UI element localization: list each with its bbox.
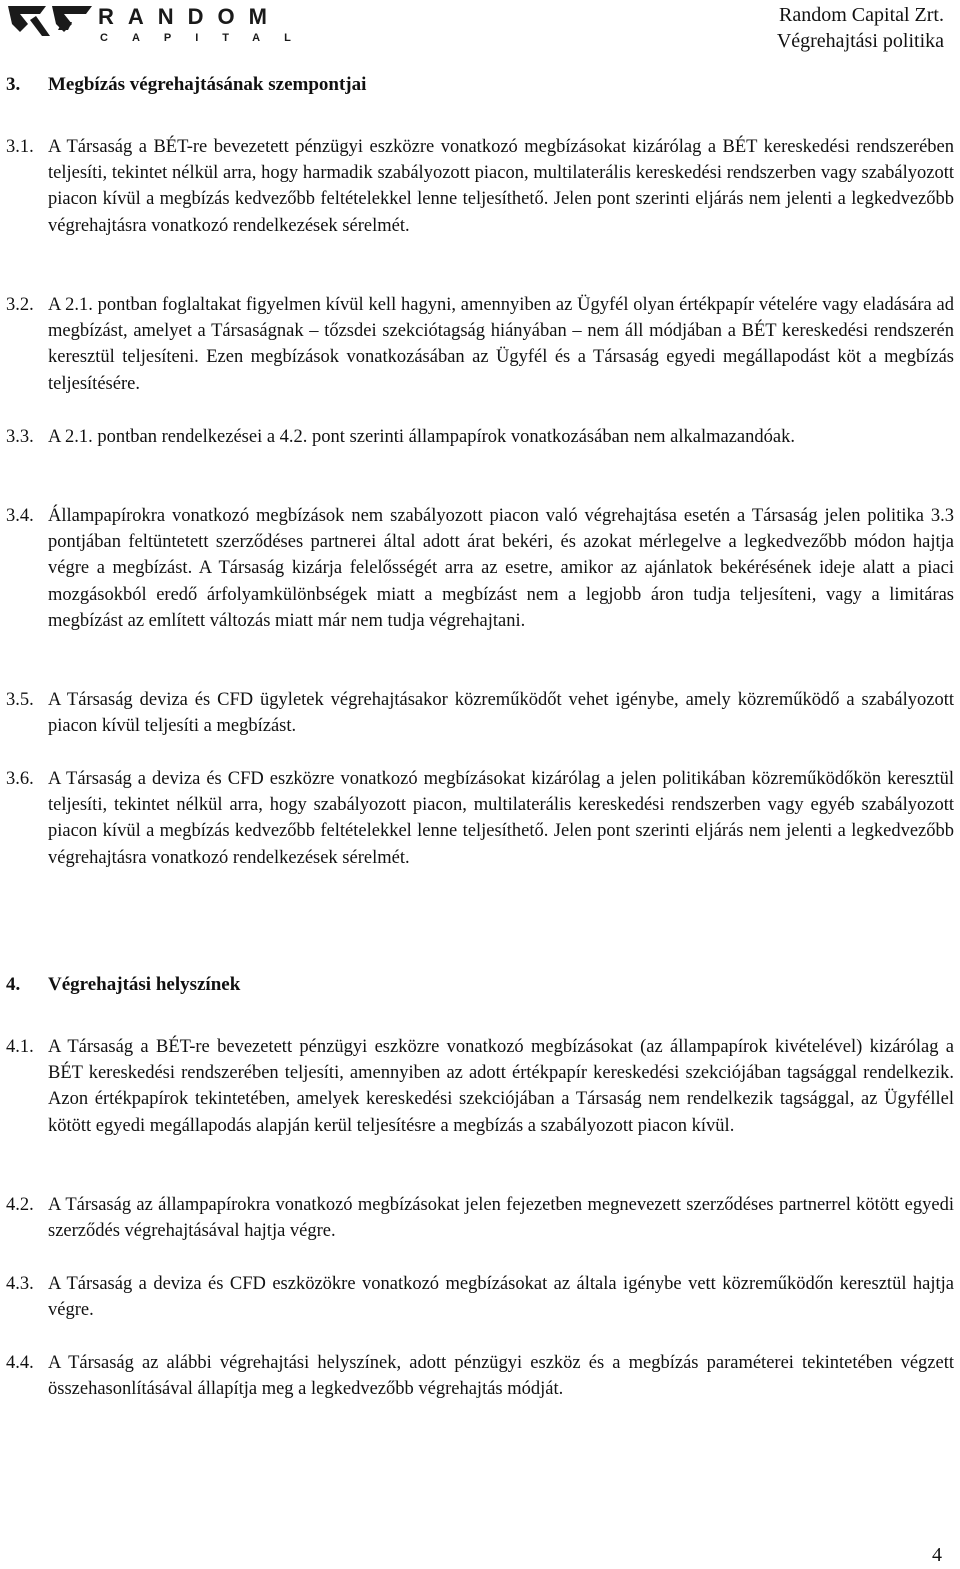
paragraph-number: 3.4. <box>6 506 34 526</box>
paragraph-number: 3.5. <box>6 690 34 710</box>
header-info <box>777 2 944 54</box>
paragraph-text: A Társaság a BÉT-re bevezetett pénzügyi eszközre vonatkozó megbízásokat (az állampapírok kivételével) kizárólag a BÉT kereskedési rendszerében teljesíti, amennyiben az adott értékpapír kereskedési szekciójában tagsággal rendelkezik. Azon értékpapírok tekintetében, amelyek kereskedési szekciójában a Társaság nem rendelkezik tagsággal, az Ügyféllel kötött egyedi megállapodás alapján kerül teljesítésre a megbízás a szabályozott piacon kívül. <box>48 1037 954 1136</box>
paragraph <box>6 1350 954 1402</box>
paragraph-text: A Társaság az állampapírokra vonatkozó megbízásokat jelen fejezetben megnevezett szerződéses partnerrel kötött egyedi szerződés végrehajtásával hajtja végre. <box>48 1195 954 1242</box>
paragraph <box>6 424 954 450</box>
paragraph-number: 3.6. <box>6 769 34 789</box>
paragraph <box>6 292 954 397</box>
paragraph-text: Állampapírokra vonatkozó megbízások nem szabályozott piacon való végrehajtása esetén a Társaság jelen politika 3.3 pontjában feltüntetett szerződéses partnerei által adott árat bekéri, és azokat mérlegelve a legkedvezőbb módon hajtja végre a megbízást. A Társaság kizárja felelősségét arra az esetre, amikor az ajánlatok bekérésének ideje alatt a piaci mozgásokból eredő árfolyamkülönbségek miatt a megbízást nem a legjobb áron tudja teljesíteni, vagy a limitáras megbízást az említett változás miatt már nem tudja végrehajtani. <box>48 506 954 631</box>
logo-mark-icon <box>6 2 94 48</box>
section-title: Végrehajtási helyszínek <box>48 974 241 995</box>
paragraph <box>6 503 954 634</box>
logo-submark: CAPITAL <box>100 32 315 44</box>
company-logo <box>6 2 315 50</box>
company-name: Random Capital Zrt. <box>779 4 944 26</box>
section-heading <box>6 974 240 996</box>
page-number: 4 <box>932 1544 942 1566</box>
logo-wordmark: RANDOM <box>98 4 281 29</box>
section-heading <box>6 74 366 96</box>
paragraph <box>6 1271 954 1323</box>
paragraph <box>6 687 954 739</box>
document-title: Végrehajtási politika <box>776 30 944 52</box>
paragraph-text: A Társaság deviza és CFD ügyletek végrehajtásakor közreműködőt vehet igénybe, amely közreműködő a szabályozott piacon kívül teljesíti a megbízást. <box>48 690 954 737</box>
section-number: 4. <box>6 974 21 995</box>
paragraph-number: 3.2. <box>6 295 34 315</box>
paragraph-number: 3.3. <box>6 427 34 447</box>
paragraph-text: A Társaság a BÉT-re bevezetett pénzügyi eszközre vonatkozó megbízásokat kizárólag a BÉT kereskedési rendszerében teljesíti, tekintet nélkül arra, hogy harmadik szabályozott piacon, multilaterális kereskedési rendszerben vagy szabályozott piacon kívül a megbízás kedvezőbb feltételekkel lenne teljesíthető. Jelen pont szerinti eljárás nem jelenti a legkedvezőbb végrehajtásra vonatkozó rendelkezések sérelmét. <box>48 137 954 236</box>
paragraph-number: 4.3. <box>6 1274 34 1294</box>
paragraph-text: A 2.1. pontban foglaltakat figyelmen kívül kell hagyni, amennyiben az Ügyfél olyan értékpapír vételére vagy eladására ad megbízást, amelyet a Társaságnak – tőzsdei szekciótagság hiányában – nem áll módjában a BÉT kereskedési rendszerén keresztül teljesíteni. Ezen megbízások vonatkozásában az Ügyfél és a Társaság egyedi megállapodást köt a megbízás teljesítésére. <box>48 295 954 394</box>
paragraph <box>6 766 954 871</box>
paragraph-text: A Társaság az alábbi végrehajtási helyszínek, adott pénzügyi eszköz és a megbízás paraméterei tekintetében végzett összehasonlításával állapítja meg a legkedvezőbb végrehajtás módját. <box>48 1353 954 1400</box>
paragraph-number: 4.1. <box>6 1037 34 1057</box>
page-header <box>0 0 960 60</box>
paragraph-number: 4.2. <box>6 1195 34 1215</box>
paragraph <box>6 1192 954 1244</box>
paragraph <box>6 134 954 239</box>
paragraph <box>6 1034 954 1139</box>
paragraph-text: A 2.1. pontban rendelkezései a 4.2. pont szerinti állampapírok vonatkozásában nem alkalmazandóak. <box>48 427 795 447</box>
paragraph-text: A Társaság a deviza és CFD eszközökre vonatkozó megbízásokat az általa igénybe vett közreműködőn keresztül hajtja végre. <box>48 1274 954 1321</box>
paragraph-text: A Társaság a deviza és CFD eszközre vonatkozó megbízásokat kizárólag a jelen politikában közreműködőkön keresztül teljesíti, tekintet nélkül arra, hogy szabályozott piacon, multilaterális kereskedési rendszerben vagy egyéb szabályozott piacon kívül a megbízás kedvezőbb feltételekkel lenne teljesíthető. Jelen pont szerinti eljárás nem jelenti a legkedvezőbb végrehajtásra vonatkozó rendelkezések sérelmét. <box>48 769 954 868</box>
paragraph-number: 4.4. <box>6 1353 34 1373</box>
section-number: 3. <box>6 74 21 95</box>
section-title: Megbízás végrehajtásának szempontjai <box>48 74 367 95</box>
paragraph-number: 3.1. <box>6 137 34 157</box>
